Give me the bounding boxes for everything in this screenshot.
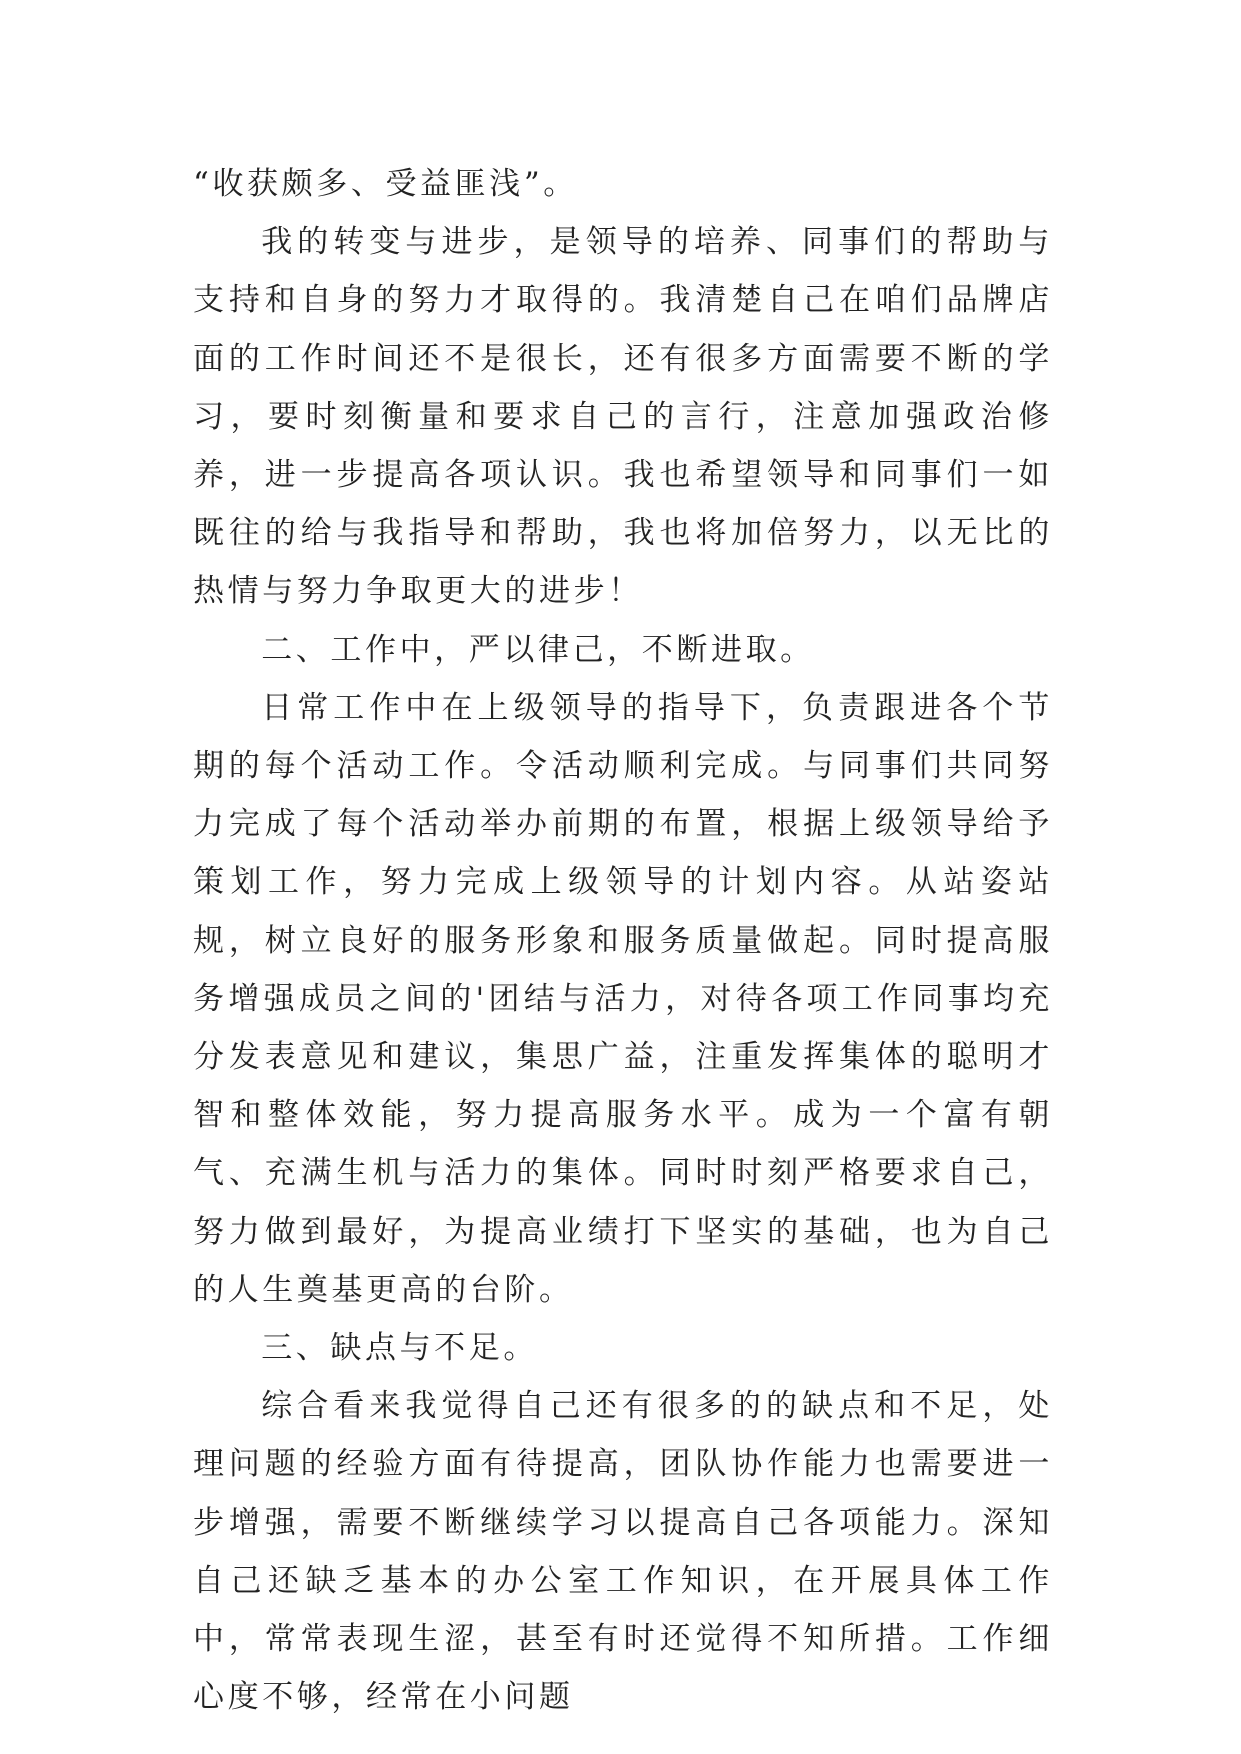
paragraph-daily-work: 日常工作中在上级领导的指导下，负责跟进各个节期的每个活动工作。令活动顺利完成。与同事们共同努力完成了每个活动举办前期的布置，根据上级领导给予策划工作，努力完成上级领导的计划内容。从站姿站规，树立良好的服务形象和服务质量做起。同时提高服务增强成员之间的'团结与活力，对待各项工作同事均充分发表意见和建议，集思广益，注重发挥集体的聪明才智和整体效能，努力提高服务水平。成为一个富有朝气、充满生机与活力的集体。同时时刻严格要求自己，努力做到最好，为提高业绩打下坚实的基础，也为自己的人生奠基更高的台阶。 <box>193 689 1053 1308</box>
section-heading-work: 二、工作中，严以律己，不断进取。 <box>261 631 815 668</box>
section-heading-shortcomings: 三、缺点与不足。 <box>261 1330 538 1367</box>
paragraph-shortcomings: 综合看来我觉得自己还有很多的的缺点和不足，处理问题的经验方面有待提高，团队协作能力也需要进一步增强，需要不断继续学习以提高自己各项能力。深知自己还缺乏基本的办公室工作知识，在开展具体工作中，常常表现生涩，甚至有时还觉得不知所措。工作细心度不够，经常在小问题 <box>193 1388 1053 1716</box>
paragraph-quote-ending: “收获颇多、受益匪浅”。 <box>193 166 578 202</box>
paragraph-progress: 我的转变与进步，是领导的培养、同事们的帮助与支持和自身的努力才取得的。我清楚自己在咱们品牌店面的工作时间还不是很长，还有很多方面需要不断的学习，要时刻衡量和要求自己的言行，注意加强政治修养，进一步提高各项认识。我也希望领导和同事们一如既往的给与我指导和帮助，我也将加倍努力，以无比的热情与努力争取更大的进步！ <box>193 224 1053 610</box>
document-body <box>193 155 1053 1726</box>
